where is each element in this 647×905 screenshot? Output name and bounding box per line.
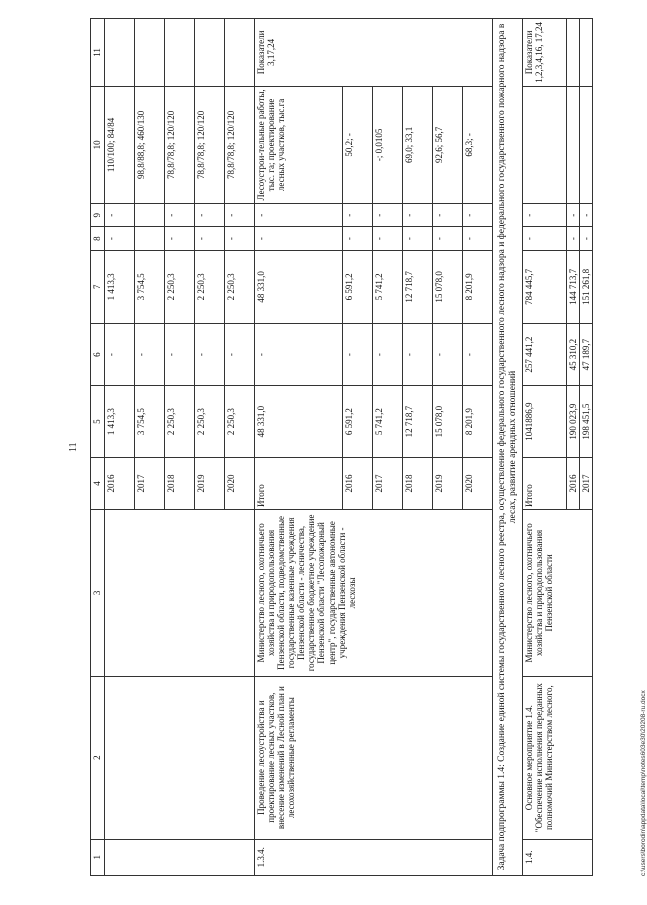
- value-cell: [135, 204, 165, 227]
- year-cell: 2017: [135, 457, 165, 509]
- col-num: 9: [91, 204, 105, 227]
- task-row: [493, 19, 523, 876]
- indicator-cell: 78,8/78,8; 120/120: [195, 86, 225, 203]
- value-cell: -: [105, 323, 135, 386]
- indicator-cell: 92,6; 56,7: [433, 86, 463, 203]
- year-cell: 2016: [567, 457, 580, 509]
- value-cell: -: [343, 323, 373, 386]
- value-cell: -: [225, 323, 255, 386]
- value-cell: 15 078,0: [433, 250, 463, 323]
- value-cell: 1 413,3: [105, 386, 135, 458]
- indicator-cell: 50,2; -: [343, 86, 373, 203]
- activity-name: Проведение лесоустройства и проектирование лесных участков, внесение изменений в Лесной план и лесохозяйственные регламенты: [255, 676, 493, 839]
- indicator-cell: 78,8/78,8; 120/120: [225, 86, 255, 203]
- indicator-cell: 98,8/88,8; 460/130: [135, 86, 165, 203]
- year-cell: 2018: [165, 457, 195, 509]
- value-cell: -: [165, 323, 195, 386]
- value-cell: 48 331,0: [255, 250, 343, 323]
- value-cell: -: [255, 227, 343, 250]
- value-cell: -: [580, 227, 593, 250]
- value-cell: 3 754,5: [135, 386, 165, 458]
- value-cell: -: [523, 204, 567, 227]
- year-cell: Итого: [255, 457, 343, 509]
- year-cell: Итого: [523, 457, 567, 509]
- value-cell: 12 718,7: [403, 250, 433, 323]
- table-row: [105, 19, 135, 876]
- year-cell: 2016: [105, 457, 135, 509]
- value-cell: 3 754,5: [135, 250, 165, 323]
- col-num: 4: [91, 457, 105, 509]
- year-cell: 2019: [195, 457, 225, 509]
- year-cell: 2016: [343, 457, 373, 509]
- value-cell: 2 250,3: [195, 250, 225, 323]
- value-cell: 8 201,9: [463, 250, 493, 323]
- row-number: 1.3.4.: [255, 839, 493, 875]
- col-num: 8: [91, 227, 105, 250]
- value-cell: 45 310,2: [567, 323, 580, 386]
- indicator-cell: [523, 86, 567, 203]
- value-cell: -: [255, 204, 343, 227]
- cell: [135, 19, 165, 87]
- value-cell: -: [403, 204, 433, 227]
- value-cell: -: [373, 323, 403, 386]
- value-cell: -: [463, 227, 493, 250]
- indicators-ref: Показатели 1,2,3,4,16, 17,24: [523, 19, 567, 87]
- value-cell: -: [165, 204, 195, 227]
- cell: [225, 19, 255, 87]
- cell: [105, 19, 135, 87]
- value-cell: -: [403, 227, 433, 250]
- col-num: 10: [91, 86, 105, 203]
- value-cell: 2 250,3: [225, 250, 255, 323]
- value-cell: -: [165, 227, 195, 250]
- year-cell: 2017: [580, 457, 593, 509]
- value-cell: -: [567, 204, 580, 227]
- value-cell: 2 250,3: [165, 250, 195, 323]
- value-cell: -: [567, 227, 580, 250]
- indicators-ref: Показатели 3,17,24: [255, 19, 493, 87]
- value-cell: -: [343, 204, 373, 227]
- value-cell: 257 441,2: [523, 323, 567, 386]
- value-cell: 2 250,3: [195, 386, 225, 458]
- value-cell: -: [135, 323, 165, 386]
- cell: [105, 839, 255, 875]
- value-cell: -: [225, 204, 255, 227]
- col-num: 7: [91, 250, 105, 323]
- year-cell: 2019: [433, 457, 463, 509]
- value-cell: -: [463, 204, 493, 227]
- value-cell: 2 250,3: [165, 386, 195, 458]
- indicator-cell: [580, 86, 593, 203]
- executor: Министерство лесного, охотничьего хозяйства и природопользования Пензенской области, подведомственные государственные казенные учреждения Пензенской области - лесничества, государственное бюджетное учреждение Пензенской области "Лесопожарный центр", государственные автономные учреждения Пензенской области - лесхозы: [255, 510, 493, 677]
- value-cell: 151 261,8: [580, 250, 593, 323]
- value-cell: -: [255, 323, 343, 386]
- program-table: [90, 18, 593, 876]
- indicator-cell: Лесоустрои-тельные работы, тыс. га; проектирование лесных участков, тыс.га: [255, 86, 343, 203]
- col-num: 5: [91, 386, 105, 458]
- table-row: [255, 19, 343, 876]
- value-cell: -: [373, 227, 403, 250]
- value-cell: 15 078,0: [433, 386, 463, 458]
- executor: Министерство лесного, охотничьего хозяйства и природопользования Пензенской области: [523, 510, 593, 677]
- value-cell: -: [343, 227, 373, 250]
- column-number-row: [91, 19, 105, 876]
- value-cell: -: [403, 323, 433, 386]
- value-cell: -: [433, 204, 463, 227]
- row-number: 1.4.: [523, 839, 593, 875]
- value-cell: -: [195, 204, 225, 227]
- value-cell: -: [373, 204, 403, 227]
- activity-name: Основное мероприятие 1.4. "Обеспечение исполнения переданных полномочий Министерством лесного,: [523, 676, 593, 839]
- value-cell: 198 451,5: [580, 386, 593, 458]
- value-cell: 2 250,3: [225, 386, 255, 458]
- value-cell: 6 591,2: [343, 386, 373, 458]
- table-row: [523, 19, 567, 876]
- cell: [567, 19, 580, 87]
- cell: [105, 510, 255, 677]
- year-cell: 2020: [225, 457, 255, 509]
- indicator-cell: -; 0,0105: [373, 86, 403, 203]
- year-cell: 2020: [463, 457, 493, 509]
- value-cell: 784 445,7: [523, 250, 567, 323]
- value-cell: -: [195, 227, 225, 250]
- value-cell: 1 413,3: [105, 250, 135, 323]
- value-cell: 5 741,2: [373, 386, 403, 458]
- value-cell: 6 591,2: [343, 250, 373, 323]
- col-num: 6: [91, 323, 105, 386]
- value-cell: -: [433, 227, 463, 250]
- cell: [580, 19, 593, 87]
- indicator-cell: 78,8/78,8; 120/120: [165, 86, 195, 203]
- value-cell: 12 718,7: [403, 386, 433, 458]
- cell: [165, 19, 195, 87]
- cell: [195, 19, 225, 87]
- value-cell: 5 741,2: [373, 250, 403, 323]
- col-num: 2: [91, 676, 105, 839]
- value-cell: -: [463, 323, 493, 386]
- value-cell: -: [580, 204, 593, 227]
- col-num: 3: [91, 510, 105, 677]
- col-num: 11: [91, 19, 105, 87]
- year-cell: 2018: [403, 457, 433, 509]
- value-cell: -: [105, 227, 135, 250]
- page-number: 11: [68, 442, 79, 452]
- cell: [105, 676, 255, 839]
- rotated-table-area: [90, 18, 647, 876]
- value-cell: -: [433, 323, 463, 386]
- value-cell: 8 201,9: [463, 386, 493, 458]
- indicator-cell: 68,3; -: [463, 86, 493, 203]
- footer-file-path: c:\users\borodin\appdata\local\temp\notes603e30\20208-ru.docx: [640, 690, 647, 876]
- col-num: 1: [91, 839, 105, 875]
- value-cell: -: [523, 227, 567, 250]
- value-cell: -: [105, 204, 135, 227]
- year-cell: 2017: [373, 457, 403, 509]
- indicator-cell: 110/100; 84/84: [105, 86, 135, 203]
- value-cell: 47 189,7: [580, 323, 593, 386]
- value-cell: 1041886,9: [523, 386, 567, 458]
- value-cell: -: [225, 227, 255, 250]
- value-cell: 48 331,0: [255, 386, 343, 458]
- value-cell: -: [195, 323, 225, 386]
- indicator-cell: 69,0; 33,1: [403, 86, 433, 203]
- value-cell: 190 023,9: [567, 386, 580, 458]
- indicator-cell: [567, 86, 580, 203]
- value-cell: 144 713,7: [567, 250, 580, 323]
- task-heading: Задача подпрограммы 1.4: Создание единой системы государственного лесного реестра, осуществление федерального государственного лесного надзора и федерального государственного пожарного надзора в лесах, развитие арендных отношений: [493, 19, 523, 876]
- value-cell: [135, 227, 165, 250]
